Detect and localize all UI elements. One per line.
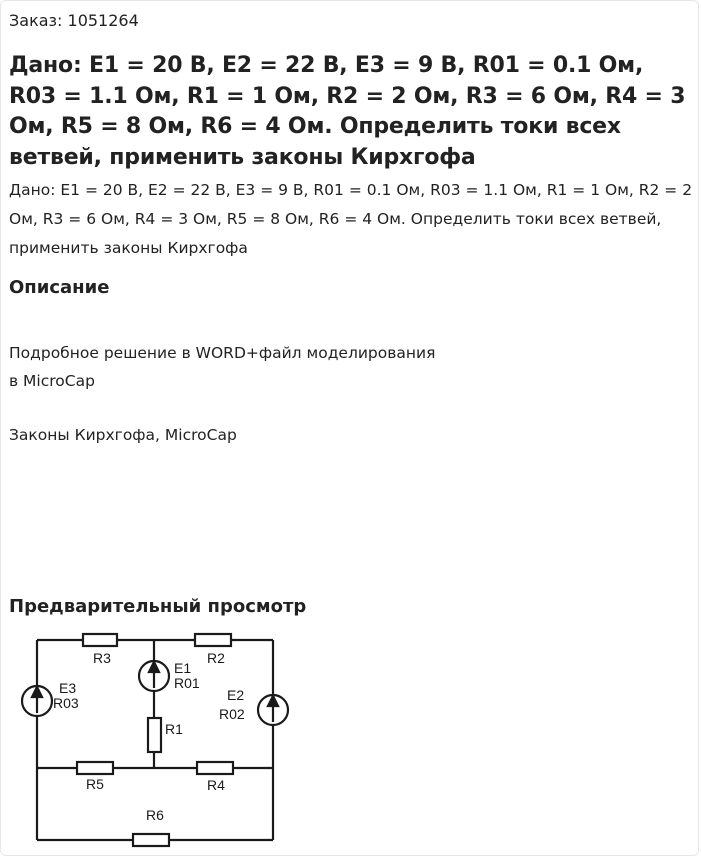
label-r6: R6 xyxy=(146,807,164,823)
label-e3: E3 xyxy=(59,680,77,696)
label-r5: R5 xyxy=(86,776,104,792)
label-r03: R03 xyxy=(53,695,79,711)
given-text: Дано: Е1 = 20 В, Е2 = 22 В, Е3 = 9 В, R01 = 0.1 Ом, R03 = 1.1 Ом, R1 = 1 Ом, R2 = 2 Ом, R3 = 6 Ом, R4 = 3 Ом, R5 = 8 Ом, R6 = 4 Ом. Определить токи всех ветвей, применить законы Кирхгофа xyxy=(9,181,693,257)
page-title: Дано: Е1 = 20 В, Е2 = 22 В, Е3 = 9 В, R01 = 0.1 Ом, R03 = 1.1 Ом, R1 = 1 Ом, R2 = 2 Ом, R3 = 6 Ом, R4 = 3 Ом, R5 = 8 Ом, R6 = 4 Ом. Определить токи всех ветвей, применить законы Кирхгофа xyxy=(9,53,686,170)
order-number: Заказ: 1051264 xyxy=(9,11,139,30)
resistor-r2 xyxy=(195,634,231,646)
label-r4: R4 xyxy=(207,777,225,793)
circuit-diagram xyxy=(9,626,299,851)
label-e2: E2 xyxy=(227,687,245,703)
tags-text: Законы Кирхгофа, MicroCap xyxy=(9,426,237,444)
resistor-r1 xyxy=(148,718,161,752)
description-text xyxy=(9,339,569,395)
resistor-r6 xyxy=(133,834,169,846)
description-heading: Описание xyxy=(9,277,110,298)
resistor-r3 xyxy=(83,634,117,646)
label-r01: R01 xyxy=(174,675,200,691)
resistor-r5 xyxy=(77,762,113,774)
description-line-1: Подробное решение в WORD+файл моделирования xyxy=(9,344,436,362)
description-line-2: в MicroCap xyxy=(9,372,95,390)
resistor-r4 xyxy=(197,762,233,774)
label-r3: R3 xyxy=(93,650,111,666)
label-r1: R1 xyxy=(165,721,183,737)
label-r02: R02 xyxy=(219,706,245,722)
label-e1: E1 xyxy=(174,660,192,676)
label-r2: R2 xyxy=(207,650,225,666)
preview-heading: Предварительный просмотр xyxy=(9,596,307,617)
